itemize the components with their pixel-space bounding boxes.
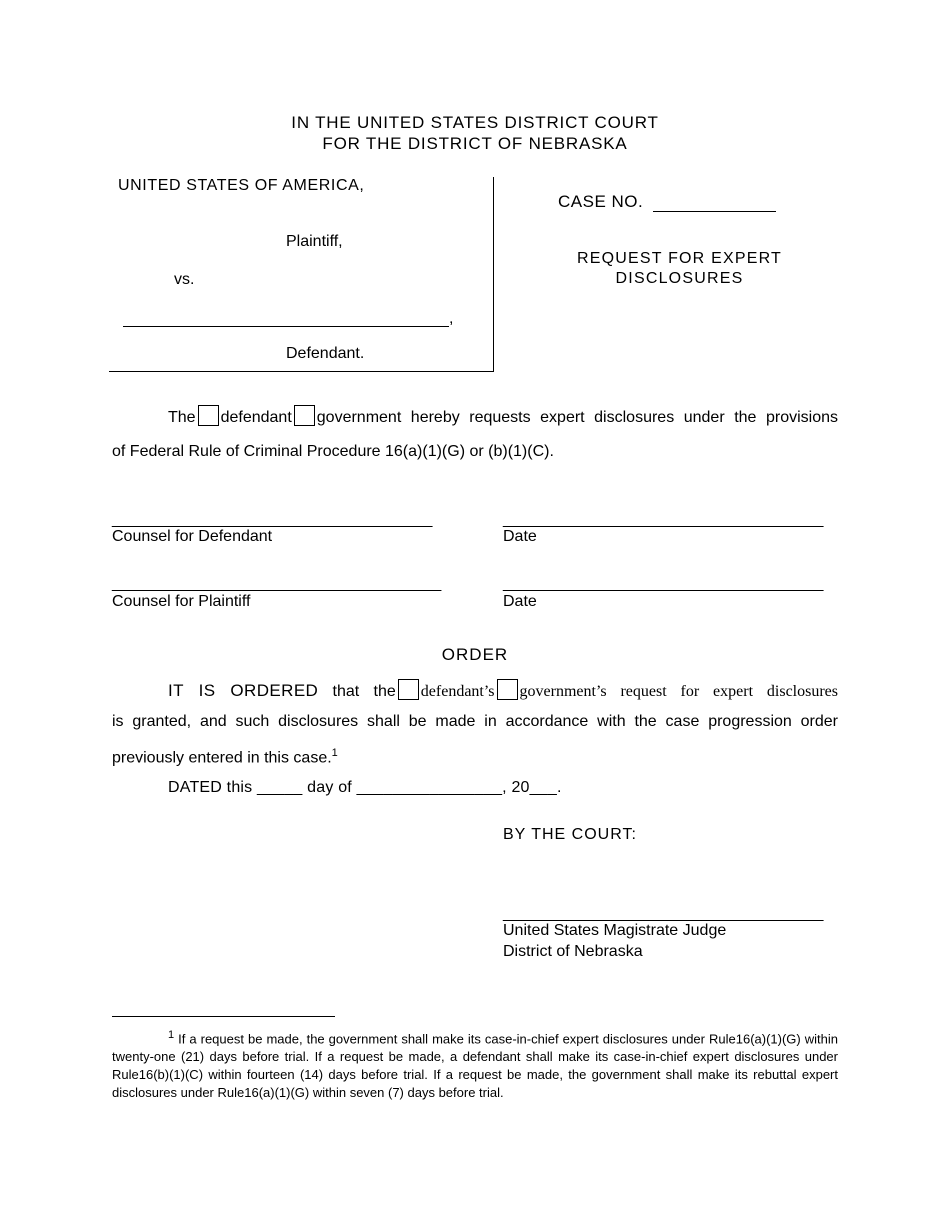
order-line-3 — [112, 747, 338, 767]
order-line-2: is granted, and such disclosures shall be made in accordance with the case progression order — [112, 713, 838, 730]
court-name: IN THE UNITED STATES DISTRICT COURT — [291, 113, 659, 132]
case-number-blank[interactable] — [653, 211, 776, 212]
request-line-2: of Federal Rule of Criminal Procedure 16(a)(1)(G) or (b)(1)(C). — [112, 443, 554, 460]
defendant-comma: , — [449, 310, 454, 327]
document-title — [494, 249, 865, 289]
counsel-plaintiff-date-label: Date — [503, 593, 537, 610]
order-that-the: that the — [332, 683, 396, 700]
counsel-defendant-label: Counsel for Defendant — [112, 528, 273, 545]
court-header — [0, 112, 950, 154]
judge-signature-line[interactable]: ____________________________________ — [503, 905, 824, 922]
order-option-defendant: defendant’s — [420, 683, 495, 700]
request-line-1 — [168, 405, 838, 427]
document-title-line2: DISCLOSURES — [615, 270, 744, 287]
footnote-reference[interactable]: 1 — [331, 747, 338, 759]
counsel-plaintiff-label: Counsel for Plaintiff — [112, 593, 251, 610]
defendant-name-blank[interactable] — [123, 326, 449, 327]
counsel-defendant-date-line[interactable]: ____________________________________ — [503, 511, 824, 528]
by-the-court: BY THE COURT: — [503, 826, 637, 843]
request-the: The — [168, 409, 196, 426]
court-district: FOR THE DISTRICT OF NEBRASKA — [322, 134, 628, 153]
footnote — [112, 1026, 838, 1102]
government-checkbox[interactable] — [294, 405, 315, 426]
counsel-plaintiff-date-line[interactable]: ____________________________________ — [503, 575, 824, 592]
document-title-line1: REQUEST FOR EXPERT — [576, 250, 783, 267]
defendant-checkbox[interactable] — [198, 405, 219, 426]
order-line-1-rest: government’s request for expert disclosures — [519, 683, 838, 700]
versus-label: vs. — [174, 271, 195, 288]
footnote-text: If a request be made, the government shall make its case-in-chief expert disclosures under Rule16(a)(1)(G) within twenty-one (21) days before trial. If a request be made, a defendant shall make its case-in-chief expert disclosures under Rule16(b)(1)(C) within fourteen (14) days before trial. If a request be made, the government shall make its rebuttal expert disclosures under Rule16(a)(1)(G) within seven (7) days before trial. — [112, 1031, 838, 1101]
defendant-role: Defendant. — [286, 345, 365, 362]
order-heading: ORDER — [441, 645, 509, 664]
footnote-separator — [112, 1016, 335, 1017]
request-line-1-rest: government hereby requests expert disclosures under the provisions — [316, 409, 838, 426]
order-line-3-text: previously entered in this case. — [112, 749, 332, 767]
plaintiff-name: UNITED STATES OF AMERICA, — [118, 177, 365, 194]
order-defendant-checkbox[interactable] — [398, 679, 419, 700]
case-number-label: CASE NO. — [558, 192, 644, 211]
order-line-1 — [168, 679, 838, 701]
order-it-is-ordered: IT IS ORDERED — [168, 681, 319, 700]
judge-district: District of Nebraska — [503, 943, 643, 960]
caption-bottom-divider — [109, 371, 494, 372]
request-option-defendant: defendant — [220, 409, 292, 426]
counsel-defendant-signature-line[interactable]: ____________________________________ — [112, 511, 433, 528]
footnote-marker: 1 — [168, 1029, 175, 1041]
counsel-defendant-date-label: Date — [503, 528, 537, 545]
plaintiff-role: Plaintiff, — [286, 233, 343, 250]
order-government-checkbox[interactable] — [497, 679, 518, 700]
judge-title: United States Magistrate Judge — [503, 922, 727, 939]
dated-line[interactable]: DATED this _____ day of ________________, 20___. — [168, 779, 562, 796]
counsel-plaintiff-signature-line[interactable]: _____________________________________ — [112, 575, 442, 592]
